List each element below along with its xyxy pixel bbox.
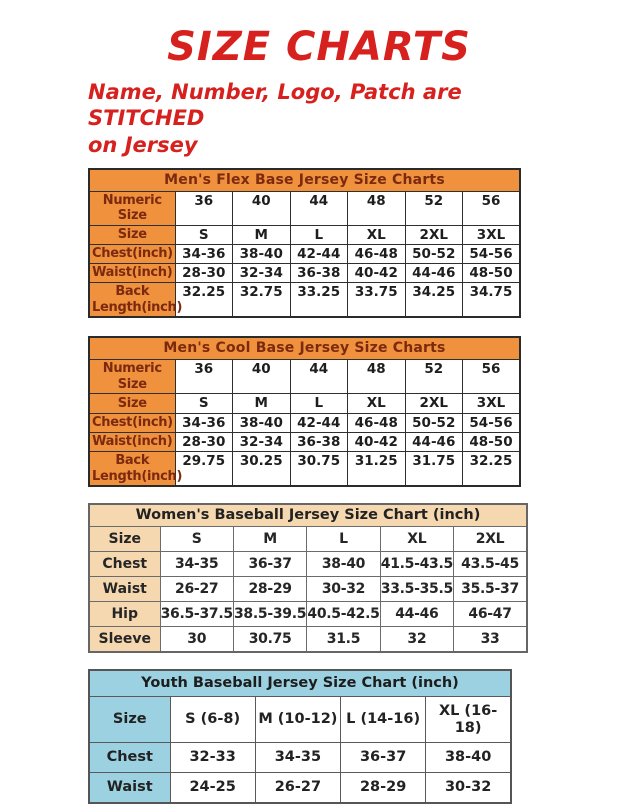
value-cell: 30-32	[307, 577, 380, 602]
value-cell: 36.5-37.5	[160, 602, 233, 627]
table-row	[89, 432, 520, 451]
value-cell: 33.75	[348, 283, 406, 318]
value-cell: 31.25	[348, 452, 406, 487]
table-row	[89, 743, 511, 773]
value-cell: 2XL	[405, 394, 463, 413]
womens-table	[88, 503, 528, 653]
value-cell: S (6-8)	[170, 697, 255, 743]
value-cell: 40-42	[348, 432, 406, 451]
table-title: Men's Cool Base Jersey Size Charts	[89, 337, 520, 359]
table-row	[89, 577, 527, 602]
value-cell: 40	[233, 191, 291, 225]
mens-cool-table	[88, 336, 521, 487]
value-cell: 40-42	[348, 264, 406, 283]
value-cell: 28-30	[175, 264, 233, 283]
value-cell: 24-25	[170, 773, 255, 803]
value-cell: 35.5-37	[454, 577, 527, 602]
value-cell: 36-38	[290, 432, 348, 451]
value-cell: XL	[380, 526, 453, 551]
value-cell: 40	[233, 360, 291, 394]
table-title-row	[89, 169, 520, 191]
table-row	[89, 551, 527, 576]
value-cell: 30-32	[426, 773, 511, 803]
value-cell: 30.25	[233, 452, 291, 487]
value-cell: L	[290, 394, 348, 413]
value-cell: 42-44	[290, 413, 348, 432]
mens-cool-section	[88, 336, 638, 487]
value-cell: 29.75	[175, 452, 233, 487]
value-cell: 30.75	[233, 627, 306, 653]
value-cell: S	[175, 394, 233, 413]
value-cell: 46-47	[454, 602, 527, 627]
value-cell: XL	[348, 225, 406, 244]
row-label: Numeric Size	[89, 360, 175, 394]
row-label: Chest	[89, 743, 170, 773]
value-cell: XL	[348, 394, 406, 413]
table-row	[89, 191, 520, 225]
youth-table	[88, 669, 512, 803]
value-cell: 28-29	[233, 577, 306, 602]
value-cell: L	[307, 526, 380, 551]
table-title: Youth Baseball Jersey Size Chart (inch)	[89, 670, 511, 696]
value-cell: 44	[290, 191, 348, 225]
table-row	[89, 602, 527, 627]
row-label: Waist	[89, 773, 170, 803]
value-cell: 36-37	[341, 743, 426, 773]
value-cell: 38-40	[233, 244, 291, 263]
table-row	[89, 697, 511, 743]
value-cell: 2XL	[405, 225, 463, 244]
table-row	[89, 360, 520, 394]
table-row	[89, 264, 520, 283]
value-cell: 32	[380, 627, 453, 653]
table-row	[89, 452, 520, 487]
value-cell: 3XL	[463, 225, 521, 244]
value-cell: 32-34	[233, 432, 291, 451]
value-cell: 3XL	[463, 394, 521, 413]
row-label: Waist(inch)	[89, 264, 175, 283]
value-cell: 36-37	[233, 551, 306, 576]
value-cell: 34-35	[160, 551, 233, 576]
value-cell: 42-44	[290, 244, 348, 263]
row-label: Back Length(inch)	[89, 452, 175, 487]
value-cell: 34.25	[405, 283, 463, 318]
row-label: Back Length(inch)	[89, 283, 175, 318]
value-cell: 48	[348, 360, 406, 394]
value-cell: 32.75	[233, 283, 291, 318]
row-label: Size	[89, 394, 175, 413]
value-cell: 36	[175, 360, 233, 394]
table-row	[89, 225, 520, 244]
value-cell: 41.5-43.5	[380, 551, 453, 576]
value-cell: 40.5-42.5	[307, 602, 380, 627]
value-cell: 34-35	[255, 743, 340, 773]
value-cell: 48-50	[463, 264, 521, 283]
value-cell: 33.25	[290, 283, 348, 318]
value-cell: 44	[290, 360, 348, 394]
value-cell: 32-34	[233, 264, 291, 283]
row-label: Waist(inch)	[89, 432, 175, 451]
row-label: Size	[89, 225, 175, 244]
value-cell: 44-46	[405, 432, 463, 451]
value-cell: 44-46	[405, 264, 463, 283]
value-cell: 31.5	[307, 627, 380, 653]
value-cell: 38.5-39.5	[233, 602, 306, 627]
value-cell: S	[160, 526, 233, 551]
value-cell: 54-56	[463, 413, 521, 432]
value-cell: 38-40	[307, 551, 380, 576]
table-row	[89, 394, 520, 413]
row-label: Chest(inch)	[89, 413, 175, 432]
value-cell: 2XL	[454, 526, 527, 551]
table-title-row	[89, 670, 511, 696]
value-cell: 54-56	[463, 244, 521, 263]
value-cell: M	[233, 526, 306, 551]
row-label: Size	[89, 697, 170, 743]
value-cell: 38-40	[426, 743, 511, 773]
row-label: Hip	[89, 602, 160, 627]
value-cell: 34.75	[463, 283, 521, 318]
value-cell: 26-27	[160, 577, 233, 602]
value-cell: 30	[160, 627, 233, 653]
value-cell: 44-46	[380, 602, 453, 627]
row-label: Sleeve	[89, 627, 160, 653]
mens-flex-table	[88, 168, 521, 319]
value-cell: 43.5-45	[454, 551, 527, 576]
value-cell: XL (16-18)	[426, 697, 511, 743]
row-label: Chest	[89, 551, 160, 576]
row-label: Size	[89, 526, 160, 551]
value-cell: 31.75	[405, 452, 463, 487]
value-cell: 32-33	[170, 743, 255, 773]
value-cell: 48	[348, 191, 406, 225]
value-cell: 28-29	[341, 773, 426, 803]
row-label: Numeric Size	[89, 191, 175, 225]
value-cell: 26-27	[255, 773, 340, 803]
value-cell: 56	[463, 360, 521, 394]
value-cell: 38-40	[233, 413, 291, 432]
value-cell: 46-48	[348, 244, 406, 263]
value-cell: 50-52	[405, 244, 463, 263]
value-cell: 52	[405, 360, 463, 394]
table-title: Women's Baseball Jersey Size Chart (inch)	[89, 504, 527, 526]
table-title-row	[89, 337, 520, 359]
value-cell: L (14-16)	[341, 697, 426, 743]
womens-section	[88, 503, 638, 653]
table-row	[89, 773, 511, 803]
value-cell: 34-36	[175, 413, 233, 432]
value-cell: M	[233, 225, 291, 244]
value-cell: 52	[405, 191, 463, 225]
value-cell: 56	[463, 191, 521, 225]
table-title-row	[89, 504, 527, 526]
subtitle-line-1: Name, Number, Logo, Patch are STITCHED	[88, 80, 462, 131]
value-cell: 28-30	[175, 432, 233, 451]
value-cell: 33	[454, 627, 527, 653]
youth-section	[88, 669, 638, 803]
table-row	[89, 283, 520, 318]
table-row	[89, 627, 527, 653]
value-cell: 50-52	[405, 413, 463, 432]
table-row	[89, 244, 520, 263]
row-label: Chest(inch)	[89, 244, 175, 263]
value-cell: 33.5-35.5	[380, 577, 453, 602]
value-cell: 32.25	[175, 283, 233, 318]
table-row	[89, 413, 520, 432]
table-row	[89, 526, 527, 551]
page-title: SIZE CHARTS	[167, 24, 471, 70]
value-cell: M (10-12)	[255, 697, 340, 743]
mens-flex-section	[88, 168, 638, 319]
value-cell: S	[175, 225, 233, 244]
row-label: Waist	[89, 577, 160, 602]
value-cell: 30.75	[290, 452, 348, 487]
value-cell: 48-50	[463, 432, 521, 451]
value-cell: 32.25	[463, 452, 521, 487]
table-title: Men's Flex Base Jersey Size Charts	[89, 169, 520, 191]
value-cell: L	[290, 225, 348, 244]
value-cell: 36	[175, 191, 233, 225]
value-cell: 36-38	[290, 264, 348, 283]
subtitle-line-2: on Jersey	[88, 132, 198, 157]
value-cell: 46-48	[348, 413, 406, 432]
value-cell: M	[233, 394, 291, 413]
value-cell: 34-36	[175, 244, 233, 263]
page-subtitle	[88, 79, 578, 158]
